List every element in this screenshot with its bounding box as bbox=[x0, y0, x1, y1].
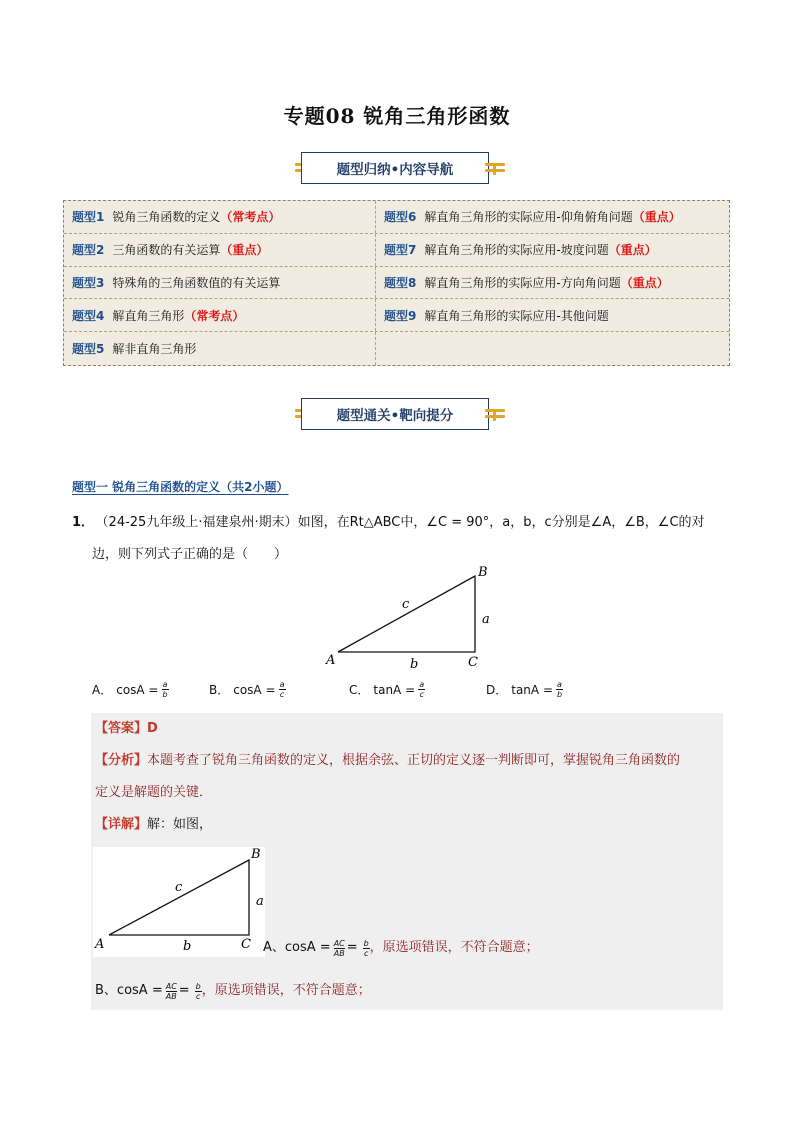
option-letter: B． bbox=[209, 683, 230, 697]
option-function: cosA = bbox=[116, 682, 159, 697]
item-function: cosA = bbox=[284, 940, 331, 955]
equals-sign: = bbox=[178, 983, 190, 998]
nav-item-label: 题型8 bbox=[384, 275, 417, 290]
option-letter: C． bbox=[349, 683, 370, 697]
option-function: cosA = bbox=[233, 682, 276, 697]
nav-row bbox=[64, 299, 729, 332]
fraction-numerator: AC bbox=[165, 981, 177, 991]
solution-figure-bg bbox=[93, 847, 265, 957]
nav-item-text: 锐角三角函数的定义 bbox=[112, 210, 221, 225]
item-function: cosA = bbox=[116, 983, 163, 998]
nav-item-label: 题型7 bbox=[384, 243, 417, 258]
analysis-text: 本题考查了锐角三角函数的定义，根据余弦、正切的定义逐一判断即可，掌握锐角三角函数的 bbox=[147, 753, 681, 768]
fraction-numerator: a bbox=[162, 680, 168, 689]
nav-item-text: 解直角三角形的实际应用-仰角俯角问题 bbox=[424, 210, 633, 225]
question-line-2: 边，则下列式子正确的是（ ） bbox=[92, 547, 288, 562]
nav-item-text: 三角函数的有关运算 bbox=[112, 243, 221, 258]
nav-row bbox=[64, 201, 729, 234]
item-prefix: A、 bbox=[263, 940, 285, 955]
fraction-denominator: b bbox=[556, 690, 563, 699]
practice-banner-wrap bbox=[295, 398, 505, 432]
vertex-label-b: B bbox=[478, 565, 488, 580]
answer-tag: 【答案】 bbox=[95, 721, 148, 736]
nav-item-tag: （重点） bbox=[632, 210, 681, 225]
nav-item-topic3[interactable] bbox=[64, 267, 376, 299]
solution-vertex-label-c: C bbox=[241, 937, 251, 952]
fraction-denominator: c bbox=[279, 690, 285, 699]
nav-item-text: 特殊角的三角函数值的有关运算 bbox=[112, 275, 281, 290]
question-line-1 bbox=[72, 507, 732, 539]
option-fraction bbox=[418, 680, 425, 699]
nav-item-label: 题型4 bbox=[72, 308, 105, 323]
nav-banner: 题型归纳•内容导航 bbox=[301, 152, 489, 184]
solution-vertex-label-b: B bbox=[251, 847, 261, 862]
nav-item-topic9[interactable] bbox=[376, 299, 729, 331]
solution-triangle-shape bbox=[109, 860, 249, 935]
nav-item-label: 题型3 bbox=[72, 275, 105, 290]
solution-panel bbox=[91, 713, 723, 1010]
nav-item-tag: （重点） bbox=[220, 243, 269, 258]
vertex-label-a: A bbox=[326, 653, 336, 668]
analysis-line-1 bbox=[95, 746, 680, 776]
nav-row bbox=[64, 234, 729, 267]
nav-item-topic5[interactable] bbox=[64, 332, 376, 365]
fraction-numerator: a bbox=[279, 680, 285, 689]
nav-item-text: 解直角三角形的实际应用-其他问题 bbox=[424, 308, 609, 323]
fraction-denominator: b bbox=[162, 690, 168, 699]
nav-row bbox=[64, 332, 729, 365]
nav-item-label: 题型5 bbox=[72, 342, 105, 357]
option-c[interactable] bbox=[349, 680, 425, 699]
analysis-tag: 【分析】 bbox=[95, 753, 148, 768]
nav-item-tag: （常考点） bbox=[220, 210, 281, 225]
nav-item-label: 题型6 bbox=[384, 210, 417, 225]
fraction-numerator: b bbox=[363, 938, 369, 948]
analysis-line-2: 定义是解题的关键． bbox=[95, 785, 213, 800]
nav-row bbox=[64, 267, 729, 300]
fraction-denominator: AB bbox=[165, 991, 177, 1001]
fraction-denominator: AB bbox=[333, 948, 345, 958]
item-fraction-2 bbox=[363, 939, 370, 958]
option-function: tanA = bbox=[511, 682, 553, 697]
question-stem: （24-25九年级上·福建泉州·期末）如图，在Rt△ABC中，∠C = 90°，a，b，c分别是∠A，∠B，∠C的对 bbox=[102, 515, 705, 530]
fraction-numerator: AC bbox=[333, 938, 345, 948]
side-label-b: b bbox=[410, 657, 419, 672]
nav-item-label: 题型1 bbox=[72, 210, 105, 225]
topic-nav-table bbox=[63, 200, 730, 366]
nav-item-text: 解直角三角形 bbox=[112, 308, 185, 323]
option-fraction bbox=[279, 680, 286, 699]
nav-item-topic6[interactable] bbox=[376, 201, 729, 233]
fraction-numerator: a bbox=[419, 680, 425, 689]
fraction-denominator: c bbox=[419, 690, 424, 699]
detail-tag: 【详解】 bbox=[95, 817, 148, 832]
practice-banner: 题型通关•靶向提分 bbox=[301, 398, 489, 430]
detail-text: 解：如图， bbox=[147, 817, 213, 832]
triangle-figure bbox=[320, 562, 500, 672]
nav-item-text: 解直角三角形的实际应用-坡度问题 bbox=[424, 243, 609, 258]
answer-value: D bbox=[147, 721, 158, 736]
nav-item-topic2[interactable] bbox=[64, 234, 376, 266]
nav-item-topic1[interactable] bbox=[64, 201, 376, 233]
option-letter: D． bbox=[486, 683, 508, 697]
side-label-a: a bbox=[482, 612, 490, 627]
nav-item-topic7[interactable] bbox=[376, 234, 729, 266]
fraction-numerator: a bbox=[557, 680, 562, 689]
nav-item-tag: （重点） bbox=[608, 243, 657, 258]
option-d[interactable] bbox=[486, 680, 563, 699]
page-title: 专题08 锐角三角形函数 bbox=[283, 104, 511, 128]
equals-sign: = bbox=[346, 940, 358, 955]
solution-side-label-a: a bbox=[256, 894, 264, 909]
solution-side-label-b: b bbox=[183, 939, 192, 954]
fraction-numerator: b bbox=[195, 981, 201, 991]
nav-item-topic8[interactable] bbox=[376, 267, 729, 299]
solution-triangle-figure bbox=[93, 847, 265, 957]
item-fraction-1 bbox=[166, 982, 177, 1001]
option-letter: A． bbox=[92, 683, 113, 697]
nav-item-label: 题型2 bbox=[72, 243, 105, 258]
fraction-denominator: c bbox=[195, 991, 201, 1001]
option-b[interactable] bbox=[209, 680, 286, 699]
question-number: 1． bbox=[72, 515, 95, 530]
nav-item-topic4[interactable] bbox=[64, 299, 376, 331]
nav-item-tag: （重点） bbox=[620, 275, 669, 290]
solution-item-a bbox=[263, 933, 539, 963]
item-verdict: ，原选项错误，不符合题意； bbox=[369, 940, 539, 955]
nav-banner-wrap bbox=[295, 152, 505, 186]
item-verdict: ，原选项错误，不符合题意； bbox=[201, 983, 371, 998]
nav-item-empty bbox=[376, 332, 729, 365]
solution-vertex-label-a: A bbox=[95, 937, 105, 952]
option-a[interactable] bbox=[92, 680, 169, 699]
item-fraction-2 bbox=[195, 982, 202, 1001]
answer-line bbox=[95, 714, 158, 744]
detail-line bbox=[95, 810, 212, 840]
nav-item-text: 解直角三角形的实际应用-方向角问题 bbox=[424, 275, 621, 290]
item-prefix: B、 bbox=[95, 983, 117, 998]
nav-item-label: 题型9 bbox=[384, 308, 417, 323]
solution-item-b bbox=[95, 976, 371, 1006]
option-function: tanA = bbox=[373, 682, 416, 697]
triangle-shape bbox=[338, 576, 475, 652]
option-fraction bbox=[556, 680, 563, 699]
vertex-label-c: C bbox=[468, 655, 478, 670]
nav-item-text: 解非直角三角形 bbox=[112, 342, 197, 357]
banner-right-ornament-icon bbox=[485, 163, 505, 175]
banner-right-ornament-icon bbox=[485, 409, 505, 421]
section-heading[interactable]: 题型一 锐角三角函数的定义（共2小题） bbox=[72, 480, 289, 494]
item-fraction-1 bbox=[334, 939, 345, 958]
nav-item-tag: （常考点） bbox=[184, 308, 245, 323]
option-fraction bbox=[162, 680, 169, 699]
fraction-denominator: c bbox=[363, 948, 369, 958]
solution-side-label-c: c bbox=[175, 880, 183, 895]
side-label-c: c bbox=[402, 597, 410, 612]
